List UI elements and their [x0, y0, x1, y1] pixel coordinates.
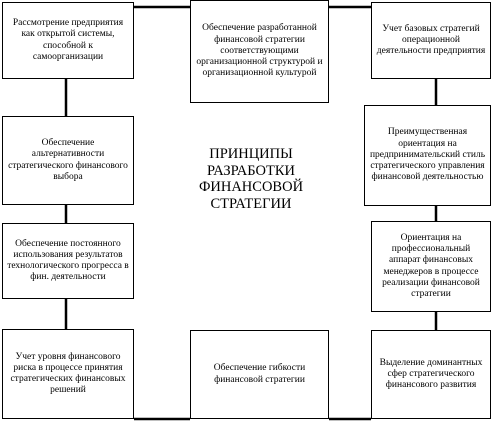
principle-text: Обеспечение постоянного использования результатов технологического прогресса в фин. деятельности — [7, 238, 129, 283]
principle-box-org-structure — [190, 0, 329, 103]
principle-text: Ориентация на профессиональный аппарат финансовых менеджеров в процессе реализации финансовой стратегии — [382, 232, 480, 299]
principle-box-alternatives — [2, 116, 134, 205]
principle-box-tech-progress — [2, 223, 134, 299]
principle-box-dominant-spheres — [371, 330, 491, 419]
principle-text: Преимущественная ориентация на предпринимательский стиль стратегического управления финансовой деятельностью — [369, 127, 486, 183]
principle-box-open-system — [2, 2, 134, 79]
principle-text: Обеспечение гибкости финансовой стратегии — [213, 363, 306, 385]
principle-text: Учет базовых стратегий операционной деятельности предприятия — [376, 23, 486, 57]
principle-text: Выделение доминантных сфер стратегического финансового развития — [379, 357, 483, 391]
principle-box-base-strategies — [371, 2, 491, 79]
principle-text: Обеспечение разработанной финансовой стратегии соответствующими организационной структурой и организационной культурой — [196, 23, 323, 79]
principle-text: Учет уровня финансового риска в процессе принятия стратегических финансовых решений — [10, 351, 126, 396]
diagram-title: ПРИНЦИПЫ РАЗРАБОТКИ ФИНАНСОВОЙ СТРАТЕГИИ — [196, 146, 306, 212]
principle-box-professional-staff — [371, 221, 491, 312]
principle-box-flexibility — [190, 330, 329, 419]
principle-text: Обеспечение альтернативности стратегического финансового выбора — [8, 138, 128, 182]
principle-text: Рассмотрение предприятия как открытой системы, способной к самоорганизации — [12, 18, 124, 62]
principle-box-entrepreneurial-style — [364, 105, 491, 206]
principle-box-financial-risk — [2, 329, 134, 419]
